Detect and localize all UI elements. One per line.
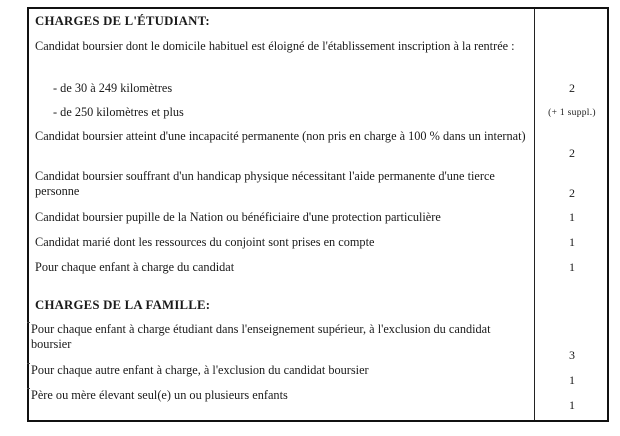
points-pupille: 1: [569, 210, 575, 224]
section-heading-famille: CHARGES DE LA FAMILLE:: [35, 298, 211, 312]
charges-table: [27, 7, 609, 422]
points-parent-seul: 1: [569, 398, 575, 412]
row-label-pupille: Candidat boursier pupille de la Nation ou bénéficiaire d'une protection particulière: [35, 210, 441, 224]
row-label-incapacite: Candidat boursier atteint d'une incapacité permanente (non pris en charge à 100 % dans un internat): [35, 129, 526, 143]
points-250-km-plus: (+ 1 suppl.): [548, 108, 596, 118]
row-label-parent-seul: Père ou mère élevant seul(e) un ou plusieurs enfants: [31, 388, 288, 402]
points-enfant-candidat: 1: [569, 260, 575, 274]
section-heading-etudiant: CHARGES DE L'ÉTUDIANT:: [35, 14, 210, 28]
points-incapacite: 2: [569, 146, 575, 160]
row-label-eloignement: Candidat boursier dont le domicile habituel est éloigné de l'établissement inscription à la rentrée :: [35, 39, 515, 53]
row-label-autre-enfant: Pour chaque autre enfant à charge, à l'exclusion du candidat boursier: [31, 363, 369, 377]
points-handicap: 2: [569, 186, 575, 200]
row-label-marie: Candidat marié dont les ressources du conjoint sont prises en compte: [35, 235, 375, 249]
row-label-enfant-etudiant: Pour chaque enfant à charge étudiant dans l'enseignement supérieur, à l'exclusion du candidat boursier: [31, 322, 491, 351]
row-label-enfant-candidat: Pour chaque enfant à charge du candidat: [35, 260, 235, 274]
row-separator-mark: [27, 363, 30, 364]
points-30-249-km: 2: [569, 81, 575, 95]
row-separator-mark: [27, 388, 30, 389]
points-marie: 1: [569, 235, 575, 249]
row-label-250-km-plus: - de 250 kilomètres et plus: [53, 105, 184, 119]
points-enfant-etudiant: 3: [569, 348, 575, 362]
row-separator-mark: [27, 322, 30, 323]
row-label-handicap: Candidat boursier souffrant d'un handicap physique nécessitant l'aide permanente d'une tierce personne: [35, 169, 495, 198]
points-autre-enfant: 1: [569, 373, 575, 387]
row-label-30-249-km: - de 30 à 249 kilomètres: [53, 81, 173, 95]
